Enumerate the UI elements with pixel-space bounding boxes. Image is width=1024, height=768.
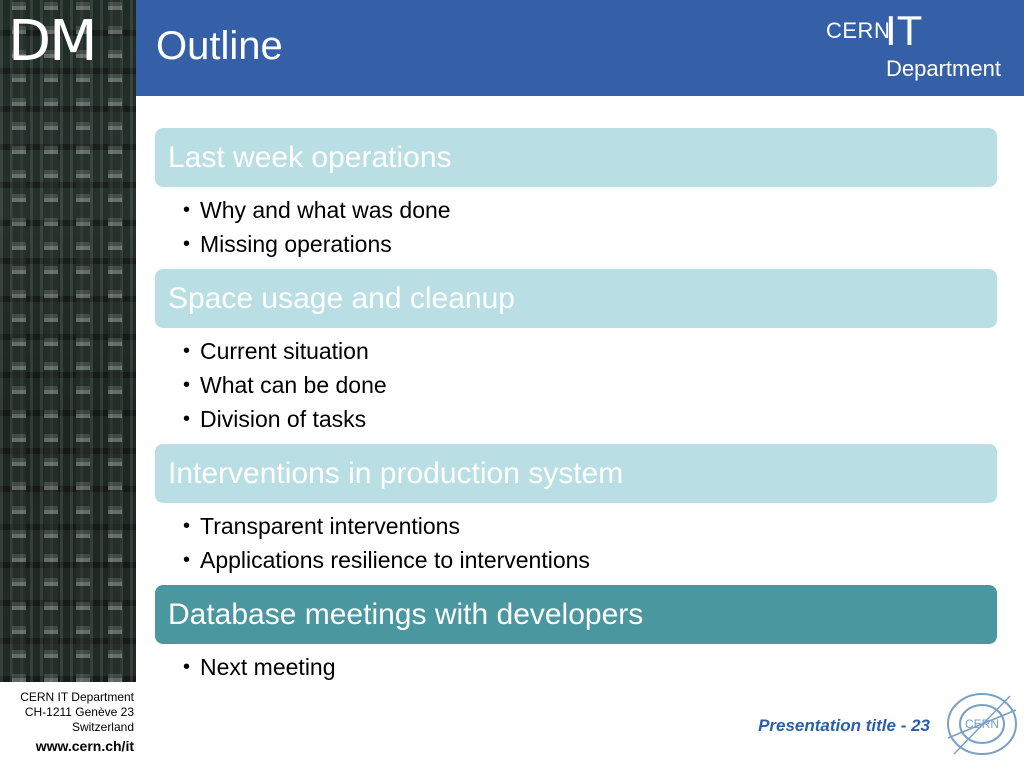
cern-logo-icon xyxy=(944,688,1020,764)
bullet-item: • Next meeting xyxy=(183,650,997,684)
bullet-item: • Transparent interventions xyxy=(183,509,997,543)
brand-cern: CERN xyxy=(826,18,891,43)
section-heading-space-usage: Space usage and cleanup xyxy=(155,269,997,328)
section-heading-interventions: Interventions in production system xyxy=(155,444,997,503)
bullet-item: • Applications resilience to interventions xyxy=(183,543,997,577)
page-title: Outline xyxy=(156,24,283,68)
strip-column xyxy=(76,0,90,682)
section-bullets xyxy=(155,503,997,585)
outline-content xyxy=(155,128,997,692)
section-bullets xyxy=(155,644,997,692)
section-bullets xyxy=(155,328,997,444)
strip-column xyxy=(12,0,26,682)
bullet-item: • Why and what was done xyxy=(183,193,997,227)
address-line: CH-1211 Genève 23 xyxy=(24,705,134,719)
brand-it: IT xyxy=(885,7,923,54)
section-heading-database-meetings: Database meetings with developers xyxy=(155,585,997,644)
dm-logo: DM xyxy=(8,9,96,74)
section-heading-last-week: Last week operations xyxy=(155,128,997,187)
bullet-item: • Missing operations xyxy=(183,227,997,261)
strip-column xyxy=(44,0,58,682)
section-bullets xyxy=(155,187,997,269)
strip-column xyxy=(108,0,122,682)
bullet-item: • What can be done xyxy=(183,368,997,402)
cern-logo-text: CERN xyxy=(964,717,1000,731)
presentation-title-footer: Presentation title - 23 xyxy=(758,716,930,735)
bullet-item: • Division of tasks xyxy=(183,402,997,436)
brand-department: Department xyxy=(886,56,1001,81)
header-bar xyxy=(136,0,1024,96)
left-decorative-strip xyxy=(0,0,136,682)
footer-address xyxy=(0,690,134,735)
footer-url-link[interactable]: www.cern.ch/it xyxy=(35,738,134,754)
address-line: CERN IT Department xyxy=(20,690,134,704)
address-line: Switzerland xyxy=(71,720,134,734)
bullet-item: • Current situation xyxy=(183,334,997,368)
